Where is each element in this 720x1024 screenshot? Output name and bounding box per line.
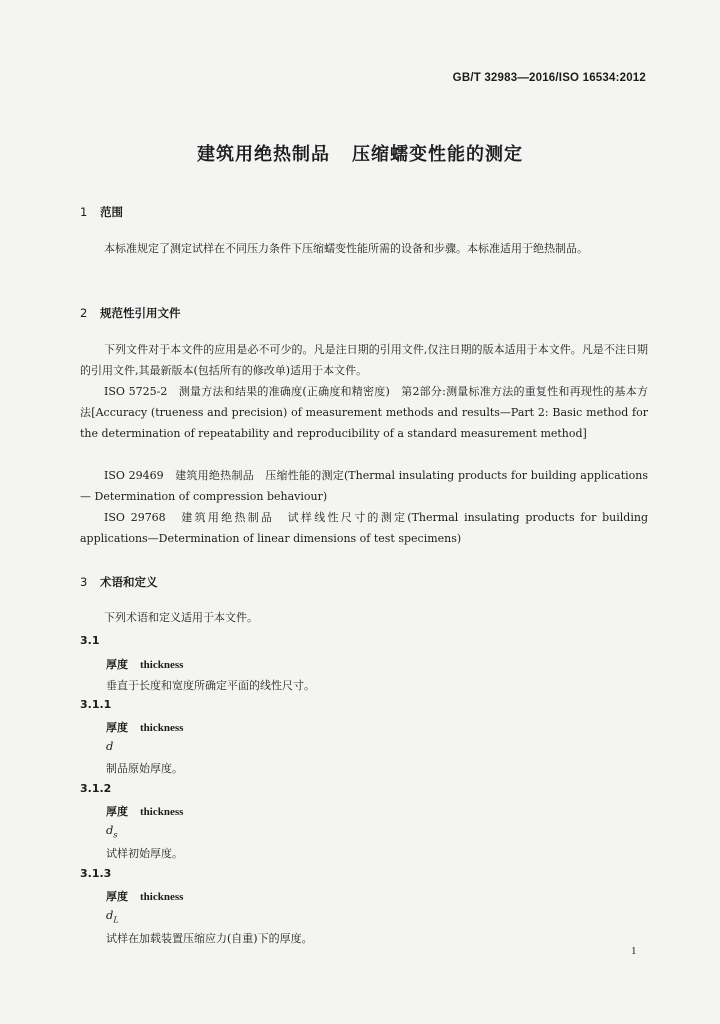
section-2-heading xyxy=(80,305,181,321)
term-definition: 垂直于长度和宽度所确定平面的线性尺寸。 xyxy=(106,679,315,692)
term-en: thickness xyxy=(140,891,184,903)
standard-code: GB/T 32983—2016/ISO 16534:2012 xyxy=(452,72,646,84)
term-symbol xyxy=(106,908,119,924)
symbol-main: d xyxy=(106,739,114,753)
term-number: 3.1.3 xyxy=(80,867,112,880)
term-symbol xyxy=(106,823,117,839)
term-en: thickness xyxy=(140,722,184,734)
reference-iso-29768: ISO 29768 建筑用绝热制品 试样线性尺寸的测定(Thermal insulating products for building applications—Determination of linear dimensions of test specimens) xyxy=(80,511,648,545)
title-part1: 建筑用绝热制品 xyxy=(197,144,330,165)
term-definition: 制品原始厚度。 xyxy=(106,762,183,775)
term-entry xyxy=(106,888,183,904)
document-title xyxy=(0,140,720,166)
section-1-heading xyxy=(80,204,123,220)
symbol-main: d xyxy=(106,908,114,922)
section-title: 术语和定义 xyxy=(100,575,158,589)
symbol-main: d xyxy=(106,823,114,837)
symbol-subscript: L xyxy=(113,915,119,925)
term-zh: 厚度 xyxy=(106,721,128,734)
term-definition: 试样初始厚度。 xyxy=(106,847,183,860)
section-number: 2 xyxy=(80,306,88,320)
section-title: 范围 xyxy=(100,205,123,219)
section-number: 3 xyxy=(80,575,88,589)
reference-iso-5725-2: ISO 5725-2 测量方法和结果的准确度(正确度和精密度) 第2部分:测量标准方法的重复性和再现性的基本方法[Accuracy (trueness and precision) of measurement methods and results—Part 2: Basic method for the determination of repeatability and reproducibility of a standard measurement method] xyxy=(80,385,648,440)
term-entry xyxy=(106,719,183,735)
section-1-text: 本标准规定了测定试样在不同压力条件下压缩蠕变性能所需的设备和步骤。本标准适用于绝热制品。 xyxy=(104,242,588,255)
term-symbol xyxy=(106,739,113,753)
section-title: 规范性引用文件 xyxy=(100,306,181,320)
term-zh: 厚度 xyxy=(106,805,128,818)
section-3-heading xyxy=(80,574,158,590)
term-number: 3.1.2 xyxy=(80,782,112,795)
term-definition: 试样在加载装置压缩应力(自重)下的厚度。 xyxy=(106,932,313,945)
term-number: 3.1.1 xyxy=(80,698,112,711)
reference-iso-29469: ISO 29469 建筑用绝热制品 压缩性能的测定(Thermal insulating products for building applications— Determination of compression behaviour) xyxy=(80,469,648,503)
section-2-intro: 下列文件对于本文件的应用是必不可少的。凡是注日期的引用文件,仅注日期的版本适用于本文件。凡是不注日期的引用文件,其最新版本(包括所有的修改单)适用于本文件。 xyxy=(80,343,648,377)
term-number: 3.1 xyxy=(80,634,100,647)
term-zh: 厚度 xyxy=(106,890,128,903)
page-number: 1 xyxy=(631,945,637,957)
term-en: thickness xyxy=(140,659,184,671)
term-entry xyxy=(106,656,183,672)
section-number: 1 xyxy=(80,205,88,219)
term-entry xyxy=(106,803,183,819)
term-en: thickness xyxy=(140,806,184,818)
section-3-intro: 下列术语和定义适用于本文件。 xyxy=(104,611,258,624)
title-part2: 压缩蠕变性能的测定 xyxy=(352,144,523,165)
term-zh: 厚度 xyxy=(106,658,128,671)
symbol-subscript: s xyxy=(113,830,118,840)
